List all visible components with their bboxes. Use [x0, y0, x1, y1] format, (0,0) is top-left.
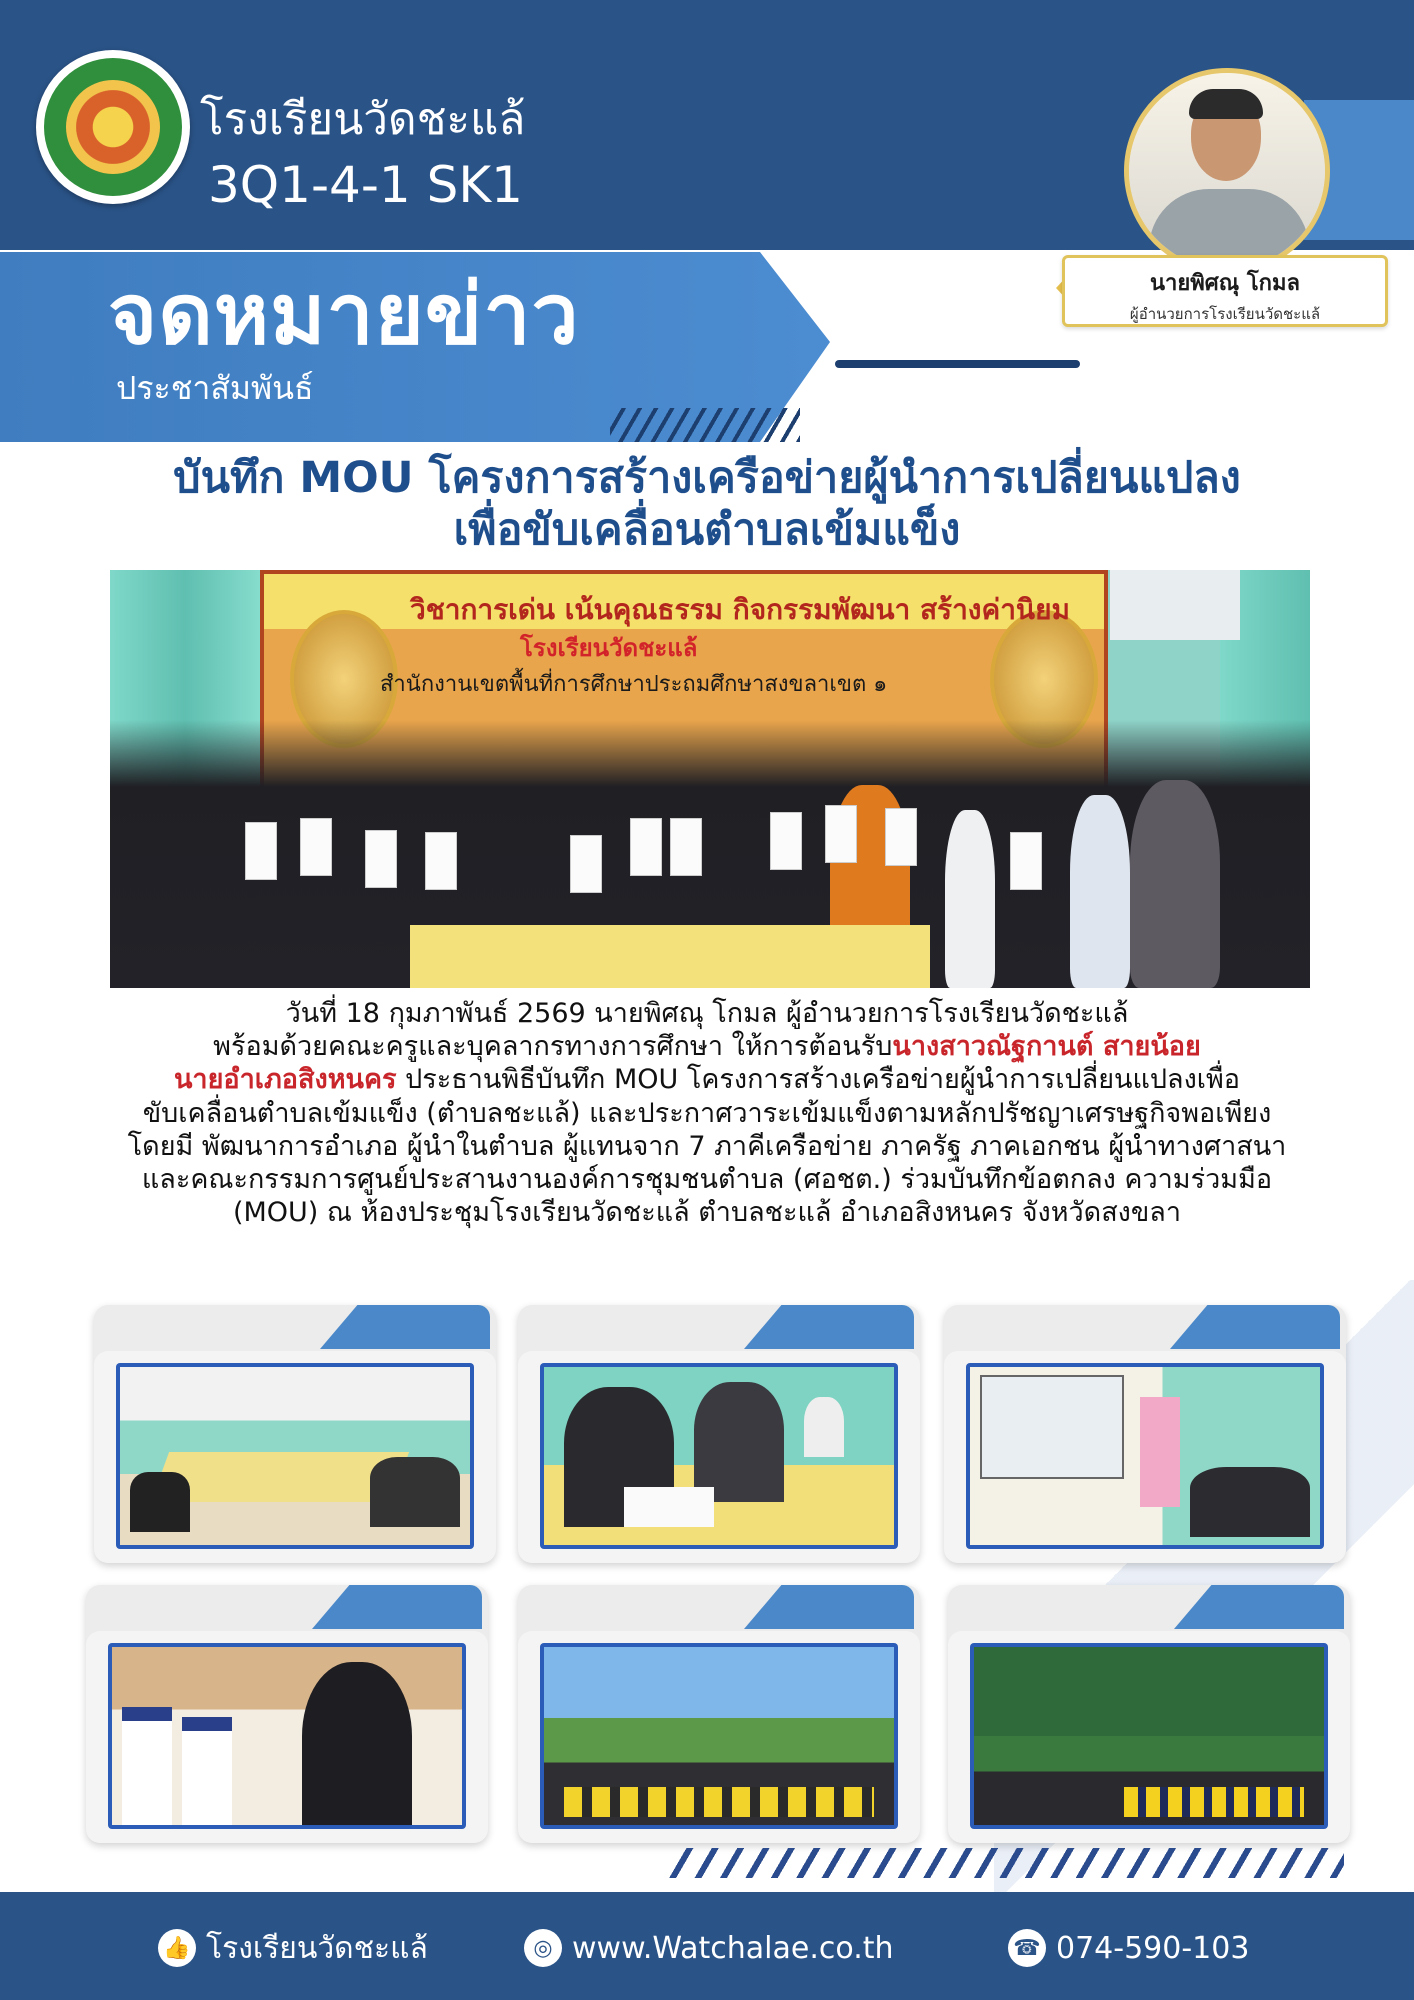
- newsletter-title: จดหมายข่าว: [108, 265, 580, 363]
- news-headline: [40, 453, 1374, 556]
- director-portrait: [1124, 68, 1330, 274]
- banner-school: โรงเรียนวัดชะแล้: [520, 634, 698, 662]
- headline-line-1: บันทึก MOU โครงการสร้างเครือข่ายผู้นำการเปลี่ยนแปลง: [173, 453, 1241, 503]
- footer-facebook-text: โรงเรียนวัดชะแล้: [206, 1930, 428, 1966]
- photo-card: [948, 1585, 1350, 1843]
- logo-emblem: [66, 80, 160, 174]
- director-name-plate: [1062, 255, 1388, 327]
- photo-card: [94, 1305, 496, 1563]
- phone-icon: ☎: [1008, 1929, 1046, 1967]
- director-title: ผู้อำนวยการโรงเรียนวัดชะแล้: [1129, 305, 1321, 323]
- event-photo-meeting-room: [120, 1367, 470, 1545]
- school-logo: [36, 50, 190, 204]
- school-code: 3Q1-4-1 SK1: [208, 156, 523, 214]
- headline-line-2: เพื่อขับเคลื่อนตำบลเข้มแข็ง: [453, 504, 961, 555]
- event-photo-tree-planting: [974, 1647, 1324, 1825]
- meeting-table: [410, 925, 930, 988]
- school-name: โรงเรียนวัดชะแล้: [200, 94, 526, 145]
- footer-website[interactable]: [524, 1928, 894, 1968]
- body-line: นายอำเภอสิงหนคร ประธานพิธีบันทึก MOU โครงการสร้างเครือข่ายผู้นำการเปลี่ยนแปลงเพื่อ: [173, 1064, 1241, 1096]
- event-photo-presentation: [970, 1367, 1320, 1545]
- footer-facebook[interactable]: [158, 1928, 428, 1968]
- body-line: พร้อมด้วยคณะครูและบุคลากรทางการศึกษา ให้การต้อนรับนางสาวณัฐกานต์ สายน้อย: [213, 1031, 1201, 1063]
- event-photo-signing: [544, 1367, 894, 1545]
- guest-of-honor-title: นายอำเภอสิงหนคร: [173, 1064, 397, 1096]
- footer-bar: [0, 1892, 1414, 2000]
- footer-website-text: www.Watchalae.co.th: [572, 1930, 894, 1966]
- body-line: โดยมี พัฒนาการอำเภอ ผู้นำในตำบล ผู้แทนจาก 7 ภาคีเครือข่าย ภาครัฐ ภาคเอกชน ผู้นำทางศาสนา: [127, 1130, 1287, 1162]
- photo-card: [86, 1585, 488, 1843]
- photo-card: [518, 1305, 920, 1563]
- decorative-slashes: [668, 1848, 1344, 1878]
- decorative-slashes: [610, 408, 800, 442]
- news-body: [95, 997, 1319, 1229]
- newsletter-subtitle: ประชาสัมพันธ์: [116, 369, 314, 407]
- event-photo-classroom: [112, 1647, 462, 1825]
- guest-of-honor-name: นางสาวณัฐกานต์ สายน้อย: [892, 1031, 1201, 1063]
- event-photo-outdoor-group: [544, 1647, 894, 1825]
- body-line: (MOU) ณ ห้องประชุมโรงเรียนวัดชะแล้ ตำบลชะแล้ อำเภอสิงหนคร จังหวัดสงขลา: [232, 1197, 1182, 1229]
- decorative-line: [835, 360, 1080, 368]
- footer-phone[interactable]: [1008, 1928, 1249, 1968]
- photo-card: [944, 1305, 1346, 1563]
- banner-office: สำนักงานเขตพื้นที่การศึกษาประถมศึกษาสงขลาเขต ๑: [380, 672, 888, 697]
- footer-phone-text: 074-590-103: [1056, 1930, 1250, 1966]
- thumbs-up-icon: 👍: [158, 1929, 196, 1967]
- banner-slogan: วิชาการเด่น เน้นคุณธรรม กิจกรรมพัฒนา สร้างค่านิยม: [410, 593, 1070, 626]
- director-name: นายพิศณุ โกมล: [1150, 271, 1300, 296]
- body-line: ขับเคลื่อนตำบลเข้มแข็ง (ตำบลชะแล้) และประกาศวาระเข้มแข็งตามหลักปรัชญาเศรษฐกิจพอเพียง: [142, 1097, 1272, 1129]
- photo-card: [518, 1585, 920, 1843]
- body-line: วันที่ 18 กุมภาพันธ์ 2569 นายพิศณุ โกมล ผู้อำนวยการโรงเรียนวัดชะแล้: [285, 998, 1129, 1029]
- body-line: และคณะกรรมการศูนย์ประสานงานองค์การชุมชนตำบล (ศอชต.) ร่วมบันทึกข้อตกลง ความร่วมมือ: [141, 1164, 1273, 1196]
- globe-icon: ◎: [524, 1929, 562, 1967]
- main-event-photo: [110, 570, 1310, 988]
